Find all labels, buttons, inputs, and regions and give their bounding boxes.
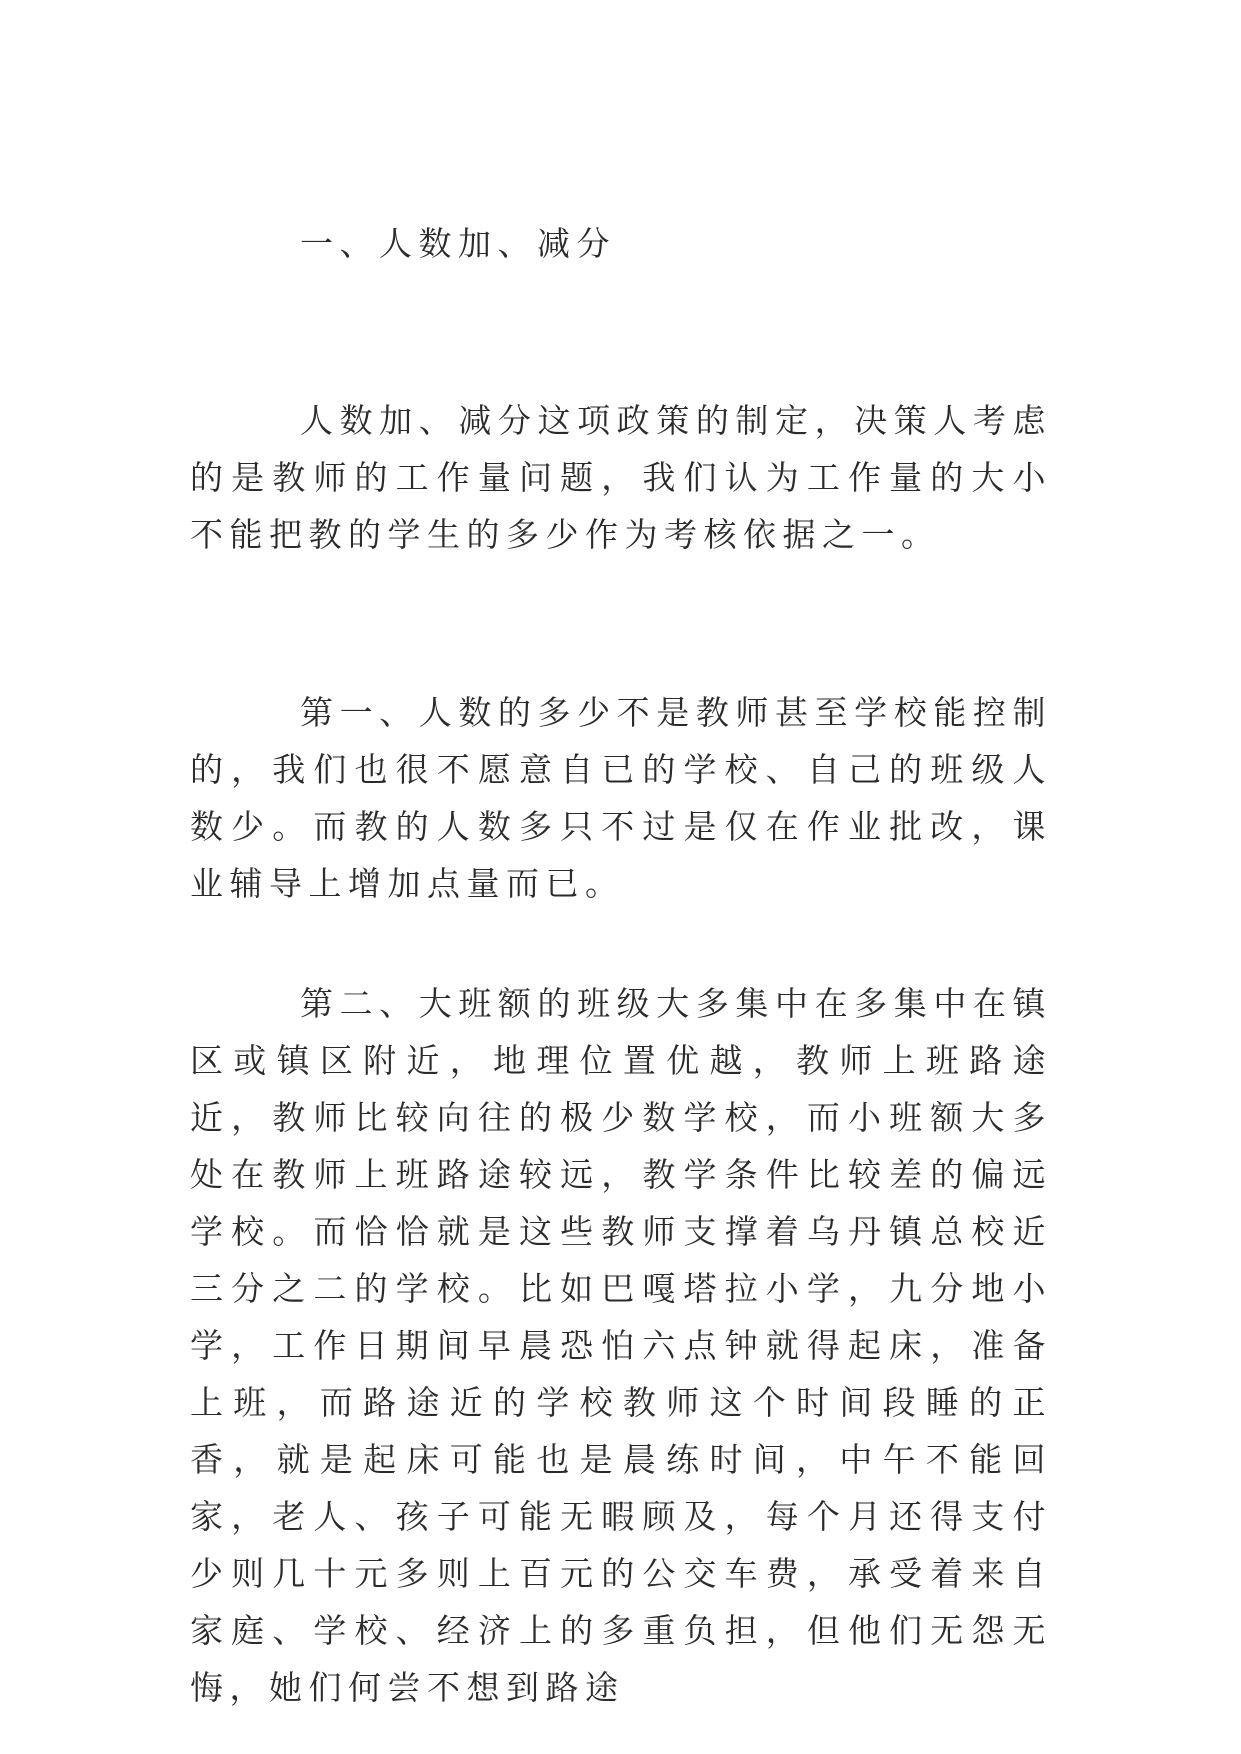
- paragraph-point-one: 第一、人数的多少不是教师甚至学校能控制的，我们也很不愿意自已的学校、自己的班级人数少。而教的人数多只不过是仅在作业批改，课业辅导上增加点量而已。: [190, 693, 1052, 903]
- paragraph-point-two: 第二、大班额的班级大多集中在多集中在镇区或镇区附近，地理位置优越，教师上班路途近，教师比较向往的极少数学校，而小班额大多处在教师上班路途较远，教学条件比较差的偏远学校。而恰恰就是这些教师支撑着乌丹镇总校近三分之二的学校。比如巴嘎塔拉小学，九分地小学，工作日期间早晨恐怕六点钟就得起床，准备上班，而路途近的学校教师这个时间段睡的正香，就是起床可能也是晨练时间，中午不能回家，老人、孩子可能无暇顾及，每个月还得支付少则几十元多则上百元的公交车费，承受着来自家庭、学校、经济上的多重负担，但他们无怨无悔，她们何尝不想到路途: [190, 984, 1052, 1707]
- section-heading: 一、人数加、减分: [300, 224, 616, 263]
- paragraph-workload: 人数加、减分这项政策的制定，决策人考虑的是教师的工作量问题，我们认为工作量的大小不能把教的学生的多少作为考核依据之一。: [190, 401, 1052, 554]
